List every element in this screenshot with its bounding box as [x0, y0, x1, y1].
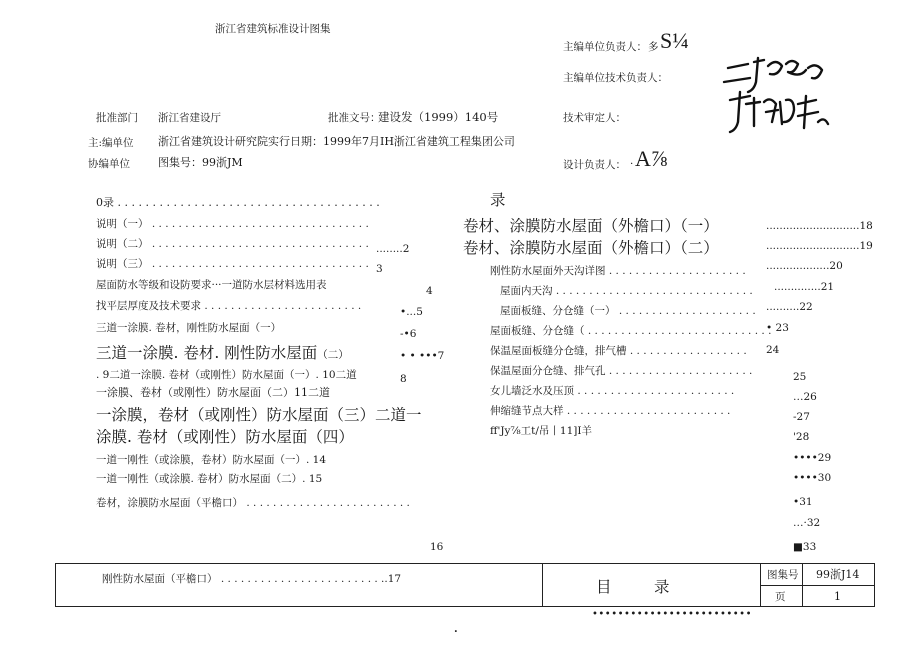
approval-no-value: 建设发（1999）140号 — [378, 110, 499, 124]
toc-page-number: …26 — [793, 391, 817, 403]
toc-page-number: ...................20 — [766, 260, 843, 272]
chief-unit-value: 浙江省建筑设计研究院实行日期：1999年7月IH浙江省建筑工程集团公司 — [158, 135, 515, 148]
page-value: 1 — [834, 590, 841, 603]
atlas-title: 浙江省建筑标准设计图集 — [215, 23, 331, 35]
chief-leader-signature: S¼ — [660, 28, 689, 53]
co-unit-label: 协编单位 — [88, 158, 130, 170]
toc-page-number: -27 — [793, 411, 810, 423]
toc-item: 一涂膜，卷材（或刚性）防水屋面（三）二道一 — [96, 406, 422, 424]
toc-page-number: 3 — [376, 263, 383, 275]
title-block-divider — [542, 563, 543, 607]
atlas-no-label: 图集号 — [767, 569, 799, 581]
page-label: 页 — [775, 591, 786, 603]
footer-mark: . — [454, 623, 458, 635]
toc-page-number: ••••30 — [793, 472, 832, 484]
toc-item: 刚性防水屋面外天沟详图 . . . . . . . . . . . . . . . . . . . . . — [490, 265, 746, 277]
toc-page-number: '28 — [793, 431, 810, 443]
chief-leader-mark: 多 — [648, 41, 659, 53]
toc-item: 一道一刚性（或涂膜. 卷材）防水屋面（二）. 15 — [96, 473, 323, 485]
toc-item: 涂膜. 卷材（或刚性）防水屋面（四） — [96, 428, 354, 446]
toc-item: 找平层厚度及技术要求 . . . . . . . . . . . . . . . . . . . . . . . . — [96, 300, 362, 312]
toc-item: 保温屋面板缝分仓缝，排气槽 . . . . . . . . . . . . . . . . . . — [490, 345, 747, 357]
toc-page-number: ••••29 — [793, 452, 832, 464]
toc-page-number: ■33 — [793, 541, 817, 553]
toc-item: . 9二道一涂膜. 卷材（或刚性）防水屋面（一）. 10二道 — [96, 369, 357, 381]
handwritten-signature — [720, 52, 840, 147]
toc-item: 女儿墙泛水及压顶 . . . . . . . . . . . . . . . . . . . . . . . . — [490, 385, 735, 397]
toc-page-number: ........2 — [376, 243, 410, 255]
toc-page-number: ............................19 — [766, 240, 873, 252]
toc-item: 说明（一） . . . . . . . . . . . . . . . . . . . . . . . . . . . . . . . . . — [96, 218, 369, 230]
toc-page-number: 8 — [400, 373, 407, 385]
toc-item: 说明（二） . . . . . . . . . . . . . . . . . . . . . . . . . . . . . . . . . — [96, 238, 369, 250]
toc-item: 三道一涂膜. 卷材，刚性防水屋面（一） — [96, 322, 282, 334]
approval-no-label: 批准文号： — [328, 112, 381, 124]
toc-item: 卷材、涂膜防水屋面（外檐口）（一） — [463, 217, 719, 235]
toc-item: 屋面内天沟 . . . . . . . . . . . . . . . . . . . . . . . . . . . . . . — [500, 285, 753, 297]
tech-review-label: 技术审定人： — [563, 112, 626, 124]
toc-page-number: 24 — [766, 344, 780, 356]
chief-unit-label: 主:编单位 — [88, 137, 134, 149]
toc-item: 说明（三） . . . . . . . . . . . . . . . . . . . . . . . . . . . . . . . . . — [96, 258, 369, 270]
toc-page-number: 4 — [426, 285, 433, 297]
toc-page-number: • 23 — [766, 322, 789, 334]
toc-heading-left: 0录 . . . . . . . . . . . . . . . . . . . . . . . . . . . . . . . . . . . . . . — [96, 196, 380, 209]
atlas-no-value: 99浙J14 — [816, 568, 860, 581]
toc-item-suffix: （二） — [317, 349, 349, 361]
toc-page-number: -•6 — [400, 328, 417, 340]
design-leader-mark: · — [630, 158, 634, 170]
title-block-divider — [760, 585, 875, 586]
approval-dept-value: 浙江省建设厅 — [158, 112, 221, 124]
design-leader-label: 设计负责人： — [563, 159, 626, 171]
toc-item: 刚性防水屋面（平檐口） . . . . . . . . . . . . . . . . . . . . . . . . ..17 — [102, 573, 402, 585]
approval-dept-label: 批准部门 — [96, 112, 138, 124]
toc-page-number: ............................18 — [766, 220, 873, 232]
design-leader-signature: A⅞ — [635, 146, 668, 171]
toc-item: 屋面板缝、分仓缝（一） . . . . . . . . . . . . . . . . . . . . . — [500, 305, 756, 317]
toc-item: 屋面板缝、分仓缝（ . . . . . . . . . . . . . . . . . . . . . . . . . . . . — [490, 325, 772, 337]
toc-page-number: 25 — [793, 371, 807, 383]
toc-heading-right: 录 — [490, 191, 506, 209]
toc-page-number: ..........22 — [766, 301, 813, 313]
toc-page-number: …·32 — [793, 517, 821, 529]
toc-page-number: •...5 — [400, 306, 423, 318]
toc-page-number: ..............21 — [774, 281, 835, 293]
toc-page-number: •31 — [793, 496, 813, 508]
toc-item: 卷材，涂膜防水屋面（平檐口） . . . . . . . . . . . . . . . . . . . . . . . . . — [96, 497, 410, 509]
toc-item: 一涂膜、卷材（或刚性）防水屋面（二）11二道 — [96, 386, 330, 399]
tech-leader-label: 主编单位技术负责人： — [563, 72, 668, 84]
toc-item: 卷材、涂膜防水屋面（外檐口）（二） — [463, 239, 719, 257]
drawing-title-a: 目 — [596, 578, 612, 596]
toc-item: 屋面防水等级和设防要求···一道防水层材料选用表 — [96, 279, 327, 291]
toc-item: 一道一刚性（或涂膜，卷材）防水屋面（一）. 14 — [96, 454, 327, 466]
toc-page-number: • • •••7 — [400, 350, 445, 362]
toc-item: 保温屋面分仓缝、排气孔 . . . . . . . . . . . . . . . . . . . . . . — [490, 365, 753, 377]
co-unit-value: 图集号：99浙JM — [158, 156, 243, 169]
drawing-title-b: 录 — [654, 578, 670, 596]
toc-page-number: 16 — [430, 541, 444, 553]
chief-leader-label: 主编单位负责人： — [563, 41, 647, 53]
toc-item: ff'Jy⅞工t/吊丨11]I羊 — [490, 425, 593, 437]
footer-dots: ••••••••••••••••••••••••• — [592, 609, 752, 620]
toc-item: 三道一涂膜. 卷材. 刚性防水屋面（二） — [96, 344, 349, 362]
toc-item: 伸缩缝节点大样 . . . . . . . . . . . . . . . . . . . . . . . . . — [490, 405, 731, 417]
